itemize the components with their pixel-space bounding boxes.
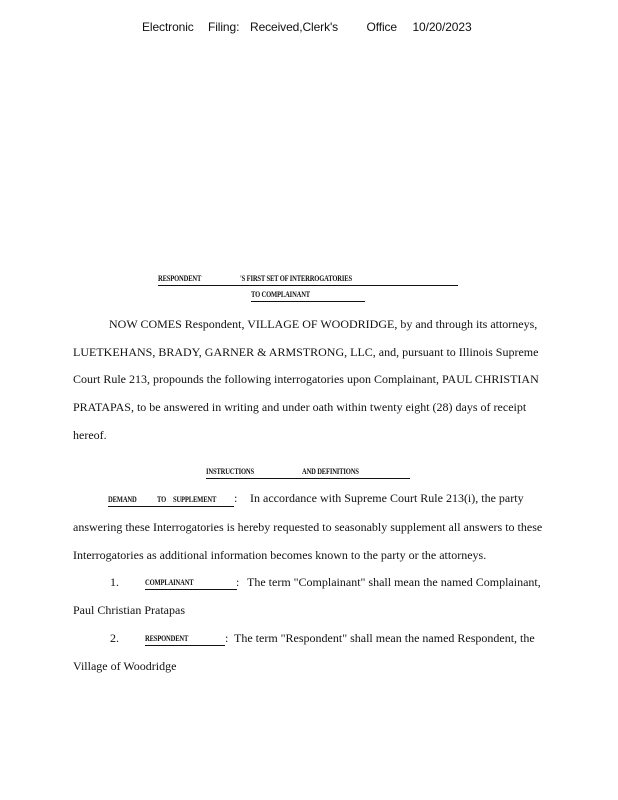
title-first-set: 'S FIRST SET OF INTERROGATORIES [240, 274, 352, 283]
title-respondent: RESPONDENT [158, 274, 202, 283]
intro-paragraph [73, 311, 603, 450]
definition-2-text: The term "Respondent" shall mean the named Respondent, the [234, 631, 535, 645]
supplement-label-supplement: SUPPLEMENT [173, 495, 217, 504]
definition-2-number: 2. [110, 631, 119, 645]
definition-1-continuation: Paul Christian Pratapas [73, 603, 185, 617]
stamp-word-5: Office [366, 20, 397, 34]
intro-line-4: PRATAPAS, to be answered in writing and under oath within twenty eight (28) days of receipt [73, 400, 527, 415]
stamp-date: 10/20/2023 [412, 20, 472, 34]
definition-1-underline [145, 589, 237, 590]
section-heading-instructions: INSTRUCTIONS [206, 467, 254, 476]
stamp-word-1: Electronic [142, 20, 194, 34]
definition-1-number: 1. [110, 575, 119, 589]
title-to-complainant: TO COMPLAINANT [251, 290, 311, 299]
supplement-line-3: Interrogatories as additional information becomes known to the party or the attorneys. [73, 547, 487, 562]
definition-2-continuation: Village of Woodridge [73, 659, 177, 673]
section-heading-underline [206, 478, 410, 479]
title-underline-1 [158, 285, 458, 286]
definition-2-colon: : [225, 631, 229, 645]
supplement-label-to: TO [157, 495, 167, 504]
stamp-word-2: Filing: [208, 20, 240, 34]
section-heading-definitions: AND DEFINITIONS [302, 467, 359, 476]
definition-2-term: RESPONDENT [145, 634, 189, 643]
supplement-paragraph [73, 514, 603, 569]
definition-2-underline [145, 645, 225, 646]
intro-line-5: hereof. [73, 427, 107, 442]
supplement-line-1: In accordance with Supreme Court Rule 213(i), the party [250, 491, 524, 505]
electronic-filing-stamp [142, 20, 472, 34]
stamp-word-4: Clerk's [302, 20, 339, 34]
definition-1-term: COMPLAINANT [145, 578, 194, 587]
definition-1-text: The term "Complainant" shall mean the named Complainant, [247, 575, 541, 589]
supplement-label-underline [108, 506, 234, 507]
intro-line-3: Court Rule 213, propounds the following interrogatories upon Complainant, PAUL CHRISTIAN [73, 372, 539, 387]
title-underline-2 [251, 301, 365, 302]
stamp-word-3: Received, [250, 20, 303, 34]
intro-line-1: NOW COMES Respondent, VILLAGE OF WOODRIDGE, by and through its attorneys, [109, 317, 538, 331]
supplement-label-demand: DEMAND [108, 495, 137, 504]
supplement-colon: : [234, 491, 238, 505]
intro-line-2: LUETKEHANS, BRADY, GARNER & ARMSTRONG, LLC, and, pursuant to Illinois Supreme [73, 344, 539, 359]
definition-1-colon: : [236, 575, 240, 589]
supplement-line-2: answering these Interrogatories is hereby requested to seasonably supplement all answers to these [73, 520, 543, 534]
